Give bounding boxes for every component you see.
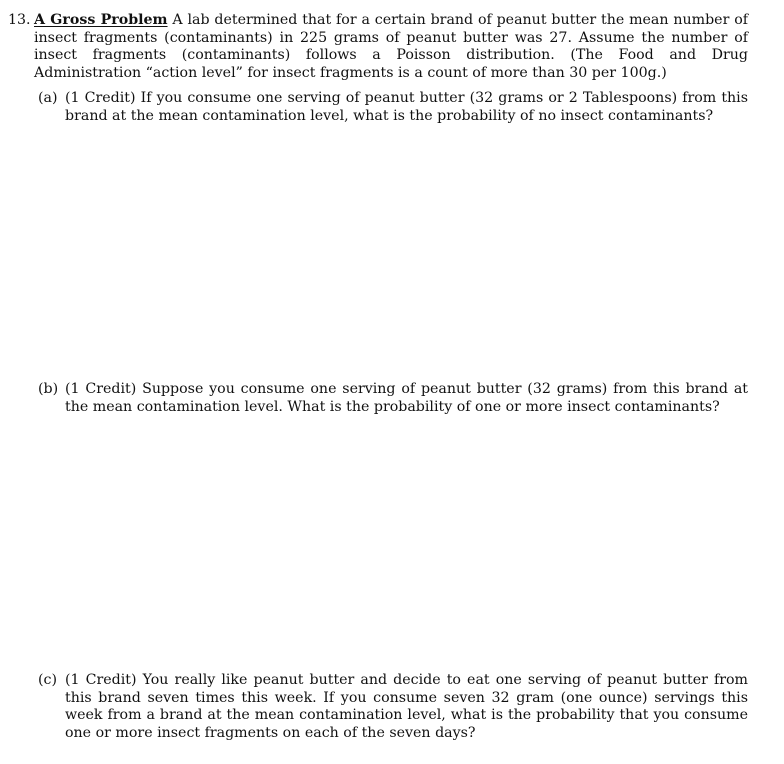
- part-b-label: (b): [38, 381, 59, 397]
- part-c-label: (c): [38, 672, 58, 688]
- problem-number: 13.: [8, 12, 31, 28]
- problem-13: [8, 12, 748, 82]
- part-c-text: (1 Credit) You really like peanut butter and decide to eat one serving of peanut butter from this brand seven times this week. If you consume seven 32 gram (one ounce) servings this week from a brand at the mean contamination level, what is the probability that you consume one or more insect fragments on each of the seven days?: [65, 672, 748, 741]
- problem-statement-block: [34, 12, 748, 82]
- part-a-text: (1 Credit) If you consume one serving of peanut butter (32 grams or 2 Tablespoons) from this brand at the mean contamination level, what is the probability of no insect contaminants?: [65, 90, 748, 124]
- part-a-label: (a): [38, 90, 58, 106]
- part-b-text: (1 Credit) Suppose you consume one serving of peanut butter (32 grams) from this brand at the mean contamination level. What is the probability of one or more insect contaminants?: [65, 381, 748, 415]
- part-a: [38, 90, 748, 125]
- part-c: [38, 672, 748, 742]
- part-b: [38, 381, 748, 416]
- problem-statement: A lab determined that for a certain brand of peanut butter the mean number of insect fragments (contaminants) in 225 grams of peanut butter was 27. Assume the number of insect fragments (contaminants) follows a Poisson distribution. (The Food and Drug Administration “action level” for insect fragments is a count of more than 30 per 100g.): [34, 12, 748, 81]
- problem-title: A Gross Problem: [34, 12, 168, 28]
